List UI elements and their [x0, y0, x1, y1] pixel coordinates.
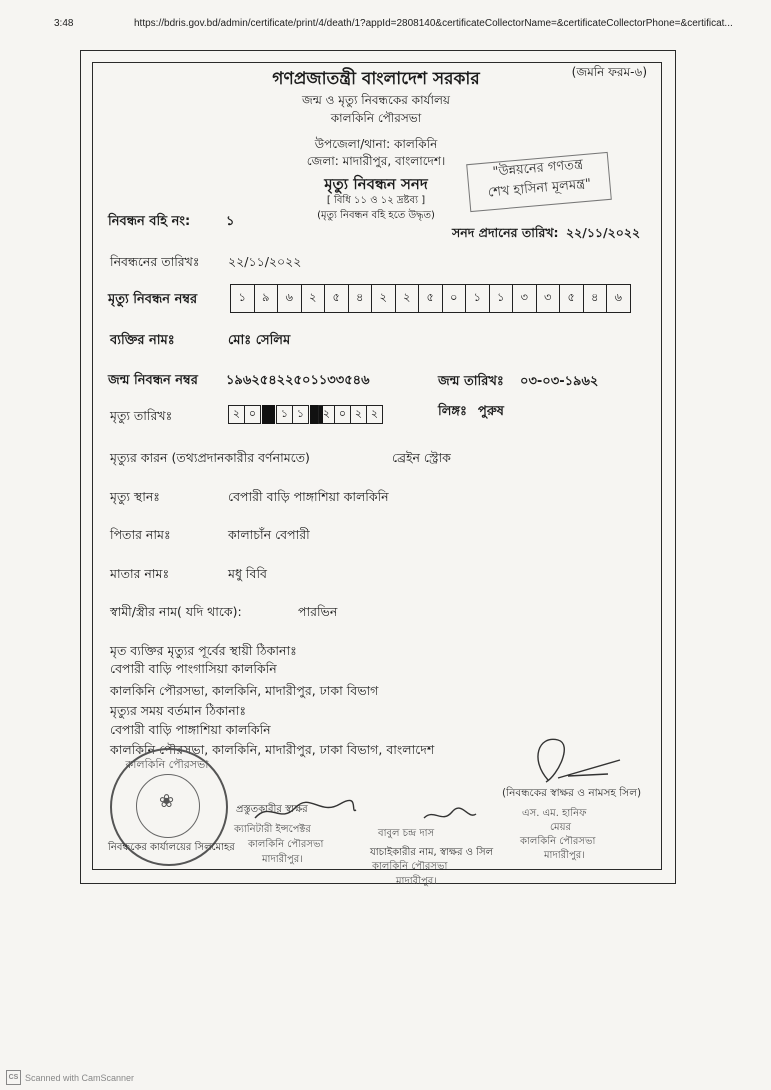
death-reg-digit-box: ২	[372, 284, 396, 313]
emblem-icon: ❀	[159, 791, 175, 812]
spouse-label: স্বামী/স্ত্রীর নাম( যদি থাকে):	[110, 604, 242, 619]
verifier-signature-scribble	[420, 804, 480, 826]
verifier-stamp-2: কালকিনি পৌরসভা	[372, 861, 448, 872]
death-date-digit-box: ১	[276, 405, 293, 424]
certificate-title: মৃত্যু নিবন্ধন সনদ	[324, 175, 428, 193]
camscanner-icon: CS	[6, 1070, 21, 1085]
death-date-digit-box: ২	[318, 405, 335, 424]
death-reg-digit-box: ৫	[419, 284, 443, 313]
extract-line: (মৃত্যু নিবন্ধন বহি হতে উদ্ধৃত)	[317, 210, 435, 221]
registrar-signature-scribble	[528, 730, 628, 790]
registrar-caption: (নিবন্ধকের স্বাক্ষর ও নামসহ সিল)	[502, 787, 642, 799]
death-reg-digit-box: ০	[443, 284, 467, 313]
scanner-watermark	[6, 1070, 134, 1085]
death-reg-label: মৃত্যু নিবন্ধন নম্বর	[108, 292, 198, 307]
date-separator-1	[262, 405, 275, 424]
death-reg-digit-box: ৫	[325, 284, 349, 313]
death-date-label: মৃত্যু তারিখঃ	[110, 408, 173, 423]
death-reg-digit-box: ২	[396, 284, 420, 313]
verifier-stamp-3: মাদারীপুর।	[396, 876, 437, 887]
curr-address-line-2: কালকিনি পৌরসভা, কালকিনি, মাদারীপুর, ঢাকা বিভাগ, বাংলাদেশ	[110, 742, 435, 757]
registrar-stamp-3: কালকিনি পৌরসভা	[520, 836, 596, 847]
gender-label: লিঙ্গঃ	[438, 404, 467, 419]
registrar-stamp-1: এস. এম. হানিফ	[522, 808, 587, 819]
seal-text: কালকিনি পৌরসভা	[125, 758, 209, 771]
birth-reg-label: জন্ম নিবন্ধন নম্বর	[108, 373, 198, 388]
death-date-digit-box: ০	[335, 405, 351, 424]
death-date-month-boxes	[276, 405, 309, 424]
cause-value: ব্রেইন স্ট্রোক	[392, 450, 451, 465]
death-reg-digit-box: ১	[490, 284, 514, 313]
book-value: ১	[226, 214, 235, 229]
death-reg-digit-box: ৩	[513, 284, 537, 313]
death-date-digit-box: ২	[228, 405, 245, 424]
death-reg-digit-box: ৪	[584, 284, 608, 313]
death-reg-number-boxes	[230, 284, 631, 313]
office-name: কালকিনি পৌরসভা	[330, 111, 422, 125]
gov-title: গণপ্রজাতন্ত্রী বাংলাদেশ সরকার	[272, 69, 480, 89]
seal-inner-ring	[136, 774, 200, 838]
mother-label: মাতার নামঃ	[110, 566, 170, 581]
birth-reg-value: ১৯৬২৫৪২২৫০১১৩৩৫৪৬	[226, 373, 370, 388]
gender-value: পুরুষ	[478, 404, 504, 419]
perm-address-line-1: বেপারী বাড়ি পাংগাসিয়া কালকিনি	[110, 661, 277, 676]
place-value: বেপারী বাড়ি পাঙ্গাশিয়া কালকিনি	[228, 489, 389, 504]
name-label: ব্যক্তির নামঃ	[110, 333, 175, 348]
registrar-stamp-2: মেয়র	[550, 822, 572, 833]
name-value: মোঃ সেলিম	[228, 333, 291, 348]
verifier-stamp-1: বাবুল চন্দ্র দাস	[378, 828, 435, 839]
reg-date-label: নিবন্ধনের তারিখঃ	[110, 254, 200, 269]
motto-line-2: শেখ হাসিনা মূলমন্ত্র"	[487, 176, 592, 201]
dob-value: ০৩-০৩-১৯৬২	[520, 374, 599, 389]
death-date-year-boxes	[318, 405, 383, 424]
death-date-digit-box: ১	[293, 405, 309, 424]
issue-date-label: সনদ প্রদানের তারিখ:	[452, 225, 559, 240]
book-label: নিবন্ধন বহি নং:	[108, 214, 191, 229]
rule-line: [ বিধি ১১ ও ১২ দ্রষ্টব্য ]	[326, 195, 426, 206]
registrar-stamp-4: মাদারীপুর।	[544, 850, 585, 861]
death-reg-digit-box: ৪	[349, 284, 373, 313]
seal-caption: নিবন্ধকের কার্যালয়ের সিলমোহর	[108, 842, 235, 853]
preparer-stamp-1: ক্যানিটারী ইন্সপেক্টর	[234, 824, 311, 835]
death-date-digit-box: ২	[351, 405, 367, 424]
preparer-caption: প্রস্তুতকারীর স্বাক্ষর	[236, 804, 308, 815]
preparer-stamp-3: মাদারীপুর।	[262, 854, 303, 865]
death-date-digit-box: ২	[367, 405, 383, 424]
father-label: পিতার নামঃ	[110, 527, 171, 542]
mother-value: মধু বিবি	[228, 566, 267, 581]
perm-address-line-2: কালকিনি পৌরসভা, কালকিনি, মাদারীপুর, ঢাকা বিভাগ	[110, 683, 379, 698]
issue-date-value: ২২/১১/২০২২	[566, 225, 641, 240]
death-reg-digit-box: ৯	[255, 284, 279, 313]
death-date-day-boxes	[228, 405, 261, 424]
motto-line-1: "উন্নয়নের গণতন্ত্র	[492, 157, 584, 180]
district-line: জেলা: মাদারীপুর, বাংলাদেশ।	[306, 154, 446, 168]
death-reg-digit-box: ২	[302, 284, 326, 313]
death-reg-digit-box: ৬	[607, 284, 631, 313]
place-label: মৃত্যু স্থানঃ	[110, 489, 160, 504]
death-reg-digit-box: ১	[230, 284, 255, 313]
death-reg-digit-box: ১	[466, 284, 490, 313]
spouse-value: পারভিন	[298, 604, 338, 619]
verifier-caption: যাচাইকারীর নাম, স্বাক্ষর ও সিল	[370, 847, 494, 858]
death-reg-digit-box: ৩	[537, 284, 561, 313]
browser-url: https://bdris.gov.bd/admin/certificate/print/4/death/1?appId=2808140&certificateCollectorName=&certificateCollectorPhone=&certificat...	[134, 18, 733, 29]
form-number: (জমনি ফরম-৬)	[571, 65, 647, 79]
reg-date-value: ২২/১১/২০২২	[228, 254, 302, 269]
father-value: কালাচাঁন বেপারী	[228, 527, 310, 542]
death-reg-digit-box: ৫	[560, 284, 584, 313]
death-date-digit-box: ০	[245, 405, 261, 424]
curr-address-line-1: বেপারী বাড়ি পাঙ্গাশিয়া কালকিনি	[110, 722, 271, 737]
upazila-line: উপজেলা/থানা: কালকিনি	[314, 137, 438, 151]
death-reg-digit-box: ৬	[278, 284, 302, 313]
scanner-text: Scanned with CamScanner	[25, 1072, 135, 1083]
dob-label: জন্ম তারিখঃ	[438, 374, 504, 389]
curr-address-label: মৃত্যুর সময় বর্তমান ঠিকানাঃ	[110, 703, 247, 718]
browser-time: 3:48	[54, 18, 74, 29]
cause-label: মৃত্যুর কারন (তথ্যপ্রদানকারীর বর্ণনামতে)	[110, 450, 310, 465]
office-line: জন্ম ও মৃত্যু নিবন্ধকের কার্যালয়	[302, 93, 450, 107]
perm-address-label: মৃত ব্যক্তির মৃত্যুর পূর্বের স্থায়ী ঠিকানাঃ	[110, 643, 297, 658]
preparer-stamp-2: কালকিনি পৌরসভা	[248, 839, 324, 850]
